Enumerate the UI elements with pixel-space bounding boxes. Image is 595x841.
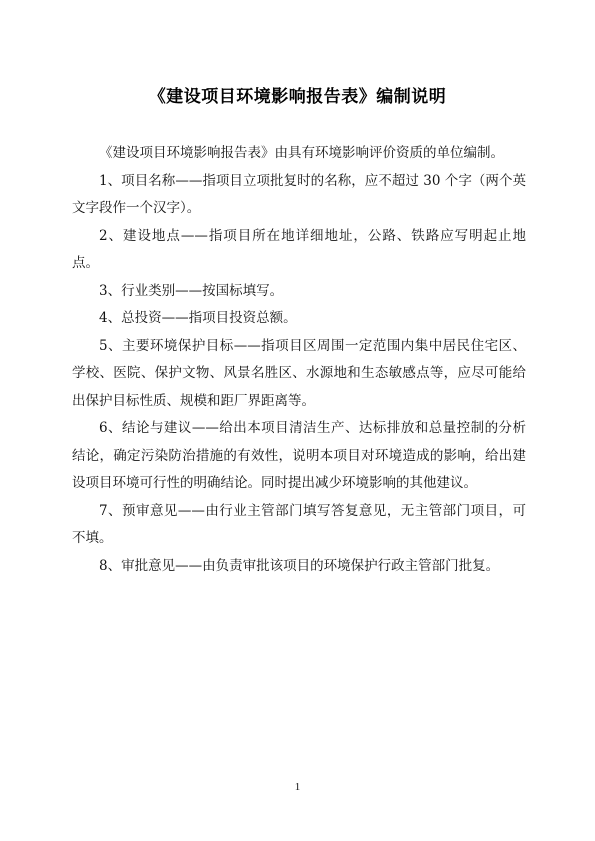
paragraph-item-8: 8、审批意见——由负责审批该项目的环境保护行政主管部门批复。	[99, 557, 500, 574]
paragraph-intro: 《建设项目环境影响报告表》由具有环境影响评价资质的单位编制。	[99, 145, 504, 161]
paragraph-item-7: 7、预审意见——由行业主管部门填写答复意见，无主管部门项目，可不填。	[72, 502, 526, 546]
paragraph-item-5: 5、主要环境保护目标——指项目区周围一定范围内集中居民住宅区、学校、医院、保护文物、风景名胜区、水源地和生态敏感点等，应尽可能给出保护目标性质、规模和距厂界距离等。	[72, 337, 526, 409]
paragraph-item-3: 3、行业类别——按国标填写。	[99, 282, 284, 299]
document-body	[72, 140, 526, 580]
paragraph-item-6: 6、结论与建议——给出本项目清洁生产、达标排放和总量控制的分析结论，确定污染防治措施的有效性，说明本项目对环境造成的影响，给出建设项目环境可行性的明确结论。同时提出减少环境影响的其他建议。	[72, 420, 526, 491]
paragraph-item-4: 4、总投资——指项目投资总额。	[99, 310, 297, 326]
page-number: 1	[294, 781, 301, 793]
paragraph-item-2: 2、建设地点——指项目所在地详细地址，公路、铁路应写明起止地点。	[72, 227, 526, 271]
paragraph-item-1: 1、项目名称——指项目立项批复时的名称，应不超过 30 个字（两个英文字段作一个汉字）。	[72, 172, 526, 216]
page-title: 《建设项目环境影响报告表》编制说明	[148, 87, 447, 107]
